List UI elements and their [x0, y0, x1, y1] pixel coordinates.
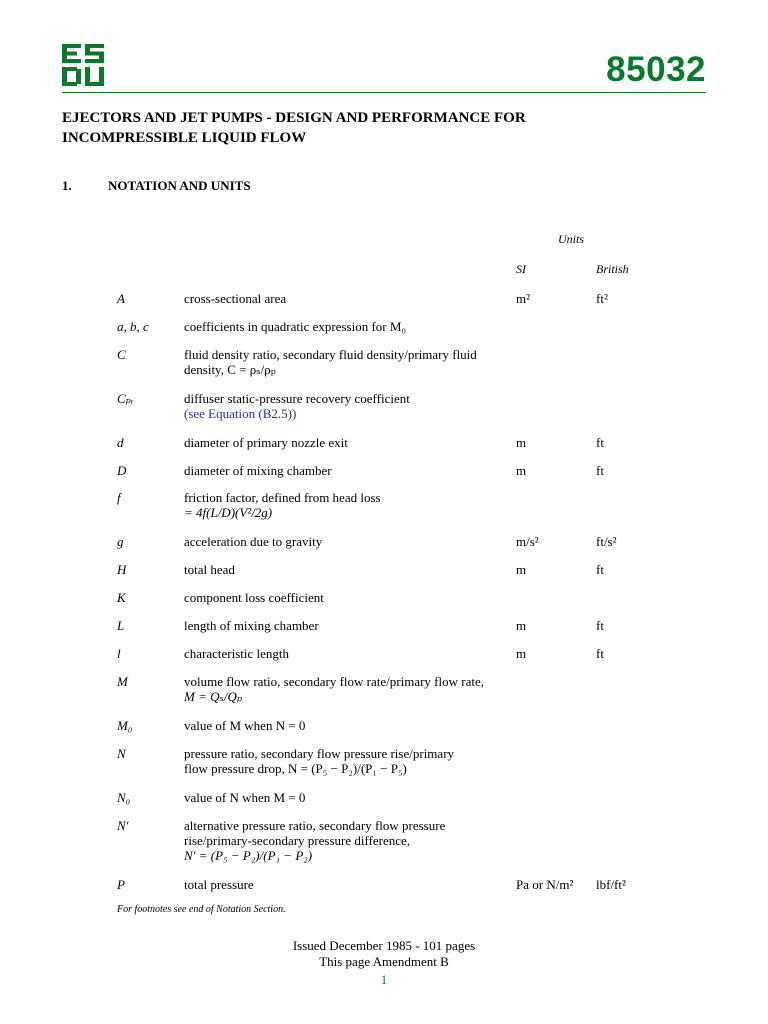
- british-unit: ft: [596, 435, 604, 450]
- equation-reference-link[interactable]: (see Equation (B2.5)): [184, 406, 297, 421]
- british-unit: ft: [596, 463, 604, 478]
- notation-symbol: D: [117, 463, 127, 478]
- notation-description: characteristic length: [184, 646, 290, 661]
- notation-description: value of M when N = 0: [184, 718, 306, 733]
- notation-description: alternative pressure ratio, secondary flow pressure rise/primary-secondary pressure difference, N′ = (P₅ − P₂)/(P₁ − P₂): [184, 818, 446, 863]
- section-heading: [62, 178, 251, 194]
- notation-description: total pressure: [184, 877, 254, 892]
- notation-description: diameter of primary nozzle exit: [184, 435, 348, 450]
- footnote: For footnotes see end of Notation Section.: [117, 904, 286, 915]
- notation-symbol: d: [117, 435, 124, 450]
- notation-symbol: a, b, c: [117, 319, 149, 334]
- notation-description: value of N when M = 0: [184, 790, 306, 805]
- notation-symbol: M₀: [117, 718, 133, 733]
- header-rule: [62, 92, 706, 93]
- issue-info: Issued December 1985 - 101 pages: [292, 938, 476, 953]
- si-unit: m²: [516, 291, 531, 306]
- notation-symbol: N₀: [117, 790, 131, 805]
- british-unit: ft: [596, 562, 604, 577]
- notation-description: length of mixing chamber: [184, 618, 319, 633]
- notation-description: fluid density ratio, secondary fluid density/primary fluid density, C = ρₛ/ρₚ: [184, 347, 477, 377]
- british-unit: ft: [596, 618, 604, 633]
- notation-description: friction factor, defined from head loss = 4f(L/D)(V²/2g): [184, 490, 381, 520]
- notation-description: total head: [184, 562, 235, 577]
- notation-description: diffuser static-pressure recovery coefficient (see Equation (B2.5)): [184, 391, 514, 421]
- notation-symbol: l: [117, 646, 121, 661]
- notation-symbol: P: [117, 877, 125, 892]
- british-unit: ft: [596, 646, 604, 661]
- si-unit: m: [516, 435, 527, 450]
- british-unit: ft/s²: [596, 534, 617, 549]
- notation-description: diameter of mixing chamber: [184, 463, 332, 478]
- notation-symbol: Cₚᵣ: [117, 391, 135, 406]
- notation-symbol: L: [117, 618, 125, 633]
- notation-symbol: C: [117, 347, 126, 362]
- notation-symbol: N′: [117, 818, 129, 833]
- british-column-header: British: [596, 262, 629, 276]
- document-title: EJECTORS AND JET PUMPS - DESIGN AND PERFORMANCE FOR INCOMPRESSIBLE LIQUID FLOW: [62, 110, 526, 146]
- esdu-logo: [62, 44, 104, 86]
- notation-symbol: H: [117, 562, 127, 577]
- notation-symbol: g: [117, 534, 124, 549]
- si-unit: m: [516, 463, 527, 478]
- notation-symbol: f: [117, 490, 121, 505]
- notation-description: volume flow ratio, secondary flow rate/primary flow rate, M = Qₛ/Qₚ: [184, 674, 484, 704]
- notation-description: component loss coefficient: [184, 590, 324, 605]
- si-unit: Pa or N/m²: [516, 877, 574, 892]
- amendment-info: This page Amendment B: [319, 954, 449, 969]
- british-unit: ft²: [596, 291, 608, 306]
- page-number: 1: [380, 972, 388, 987]
- notation-symbol: M: [117, 674, 128, 689]
- notation-symbol: N: [117, 746, 126, 761]
- section-number: 1.: [62, 178, 72, 193]
- si-column-header: SI: [516, 262, 526, 276]
- notation-description: acceleration due to gravity: [184, 534, 323, 549]
- british-unit: lbf/ft²: [596, 877, 626, 892]
- notation-description: cross-sectional area: [184, 291, 287, 306]
- notation-symbol: K: [117, 590, 126, 605]
- si-unit: m: [516, 646, 527, 661]
- notation-description: pressure ratio, secondary flow pressure rise/primary flow pressure drop, N = (P₅ − P₂)/(P₁ − P₅): [184, 746, 455, 776]
- section-title: NOTATION AND UNITS: [108, 178, 251, 193]
- si-unit: m: [516, 562, 527, 577]
- document-number: 85032: [606, 50, 706, 89]
- si-unit: m/s²: [516, 534, 539, 549]
- si-unit: m: [516, 618, 527, 633]
- notation-symbol: A: [117, 291, 125, 306]
- notation-description: coefficients in quadratic expression for M₀: [184, 319, 406, 334]
- units-column-header: Units: [558, 232, 585, 246]
